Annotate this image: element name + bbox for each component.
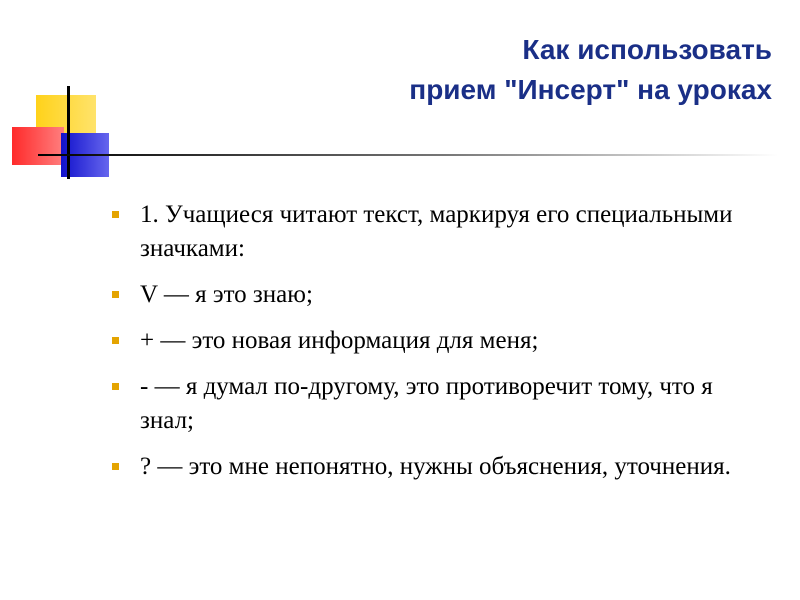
bullet-list xyxy=(110,198,760,496)
square-bullet-icon xyxy=(112,383,119,390)
list-item-text: + — это новая информация для меня; xyxy=(140,327,539,354)
list-item-text: ? — это мне непонятно, нужны объяснения, уточнения. xyxy=(140,453,731,480)
horizontal-divider-line xyxy=(38,154,778,156)
square-bullet-icon xyxy=(112,211,119,218)
list-item xyxy=(110,370,760,438)
list-item xyxy=(110,324,760,358)
list-item xyxy=(110,450,760,484)
slide-title-line-2: прием "Инсерт" на уроках xyxy=(409,74,772,105)
list-item xyxy=(110,278,760,312)
slide-title-line-1: Как использовать xyxy=(522,34,772,65)
list-item-text: - — я думал по-другому, это противоречит тому, что я знал; xyxy=(140,373,713,434)
list-item-text: 1. Учащиеся читают текст, маркируя его специальными значками: xyxy=(140,201,733,262)
list-item xyxy=(110,198,760,266)
vertical-divider-line xyxy=(67,86,70,179)
square-bullet-icon xyxy=(112,463,119,470)
list-item-text: V — я это знаю; xyxy=(140,281,313,308)
square-bullet-icon xyxy=(112,291,119,298)
slide-title xyxy=(212,30,772,110)
red-square-decoration xyxy=(12,127,64,165)
square-bullet-icon xyxy=(112,337,119,344)
